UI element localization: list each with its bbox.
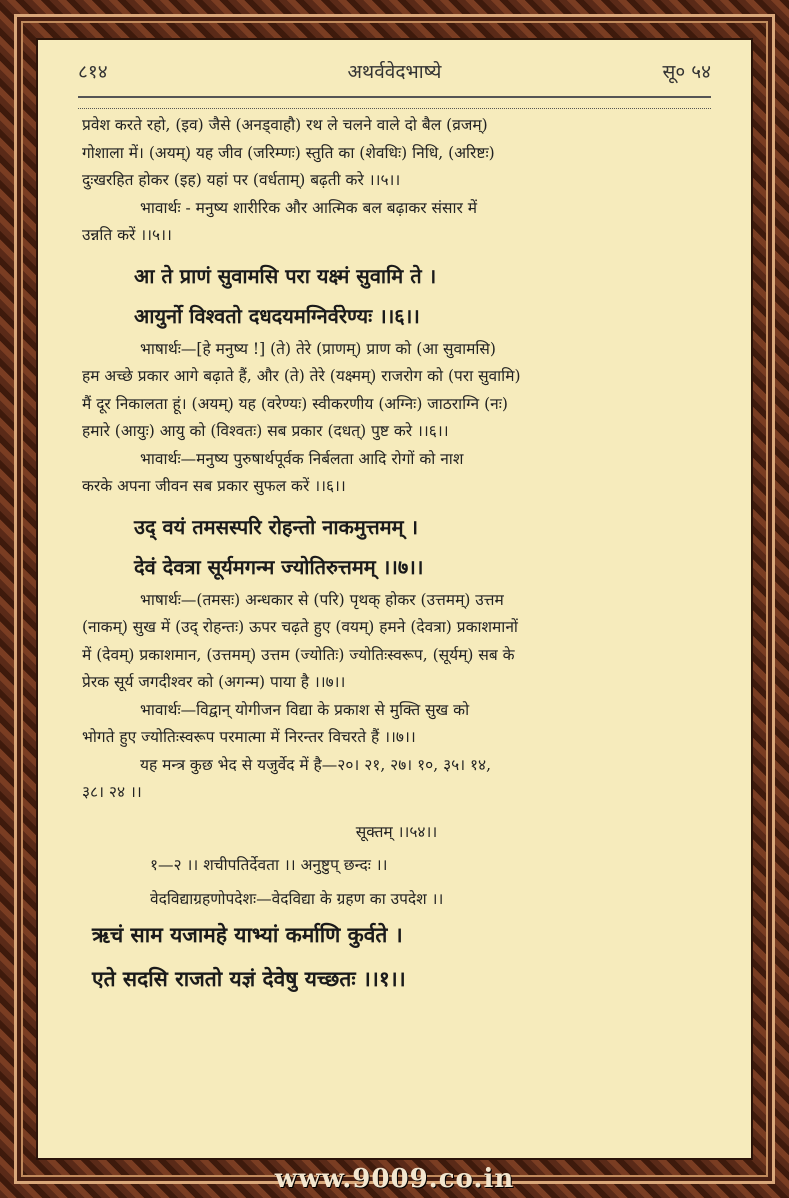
devata-line: १—२ ।। शचीपतिर्देवता ।। अनुष्टुप् छन्दः ।। <box>150 856 388 874</box>
bhashyarth-line: भाषार्थः—[हे मनुष्य !] (ते) तेरे (प्राणम्) प्राण को (आ सुवामसि) <box>140 339 496 358</box>
text-line: प्रेरक सूर्य जगदीश्वर को (अगन्म) पाया है ।।७।। <box>82 673 346 691</box>
bhavarth-line: भावार्थः—विद्वान् योगीजन विद्या के प्रकाश से मुक्ति सुख को <box>140 700 470 719</box>
text-line: भोगते हुए ज्योतिःस्वरूप परमात्मा में निरन्तर विचरते हैं ।।७।। <box>82 728 416 746</box>
page-header <box>78 58 711 88</box>
sukta-number: सू० ५४ <box>662 61 711 83</box>
text-line: (नाकम्) सुख में (उद् रोहन्तः) ऊपर चढ़ते हुए (वयम्) हमने (देवत्रा) प्रकाशमानों <box>82 618 518 636</box>
text-line: उन्नति करें ।।५।। <box>82 226 172 244</box>
text-line: मैं दूर निकालता हूं। (अयम्) यह (वरेण्यः) स्वीकरणीय (अग्निः) जाठराग्नि (नः) <box>82 394 508 413</box>
book-title: अथर्ववेदभाष्ये <box>347 61 442 83</box>
text-line: करके अपना जीवन सब प्रकार सुफल करें ।।६।। <box>82 477 346 495</box>
mantra-line: एते सदसि राजतो यज्ञं देवेषु यच्छतः ।।१।। <box>92 966 406 991</box>
text-line: हमारे (आयुः) आयु को (विश्वतः) सब प्रकार (दधत्) पुष्ट करे ।।६।। <box>82 422 449 440</box>
sukta-heading: सूक्तम् ।।५४।। <box>355 822 438 841</box>
page-content <box>82 112 711 1001</box>
text-line: दुःखरहित होकर (इह) यहां पर (वर्धताम्) बढ़ती करे ।।५।। <box>82 171 401 189</box>
website-url: www.9009.co.in <box>274 1164 515 1194</box>
website-footer <box>0 1164 789 1194</box>
text-line: गोशाला में। (अयम्) यह जीव (जरिम्णः) स्तुति का (शेवधिः) निधि, (अरिष्टः) <box>82 143 495 162</box>
text-line: प्रवेश करते रहो, (इव) जैसे (अनड्वाहौ) रथ ले चलने वाले दो बैल (व्रजम्) <box>82 116 488 134</box>
page-number: ८१४ <box>78 61 108 83</box>
mantra-line: आयुर्नो विश्वतो दधदयमग्निर्वरेण्यः ।।६।। <box>134 303 420 328</box>
text-line: में (देवम्) प्रकाशमान, (उत्तमम्) उत्तम (ज्योतिः) ज्योतिःस्वरूप, (सूर्यम्) सब के <box>82 645 515 664</box>
mantra-line: उद् वयं तमसस्परि रोहन्तो नाकमुत्तमम् । <box>134 514 419 539</box>
bhavarth-line: भावार्थः - मनुष्य शारीरिक और आत्मिक बल बढ़ाकर संसार में <box>140 198 478 217</box>
reference-line: ३८। २४ ।। <box>82 783 142 801</box>
mantra-line: ऋचं साम यजामहे याभ्यां कर्माणि कुर्वते । <box>92 922 403 947</box>
mantra-line: देवं देवत्रा सूर्यमगन्म ज्योतिरुत्तमम् ।।७।। <box>134 554 424 579</box>
header-divider <box>78 96 711 109</box>
book-page <box>36 38 753 1160</box>
mantra-line: आ ते प्राणं सुवामसि परा यक्ष्मं सुवामि ते । <box>134 263 437 288</box>
topic-line: वेदविद्याग्रहणोपदेशः—वेदविद्या के ग्रहण का उपदेश ।। <box>150 889 444 908</box>
bhashyarth-line: भाषार्थः—(तमसः) अन्धकार से (परि) पृथक् होकर (उत्तमम्) उत्तम <box>140 590 504 609</box>
text-line: हम अच्छे प्रकार आगे बढ़ाते हैं, और (ते) तेरे (यक्ष्मम्) राजरोग को (परा सुवामि) <box>82 367 521 385</box>
reference-line: यह मन्त्र कुछ भेद से यजुर्वेद में है—२०। २१, २७। १०, ३५। १४, <box>140 755 492 774</box>
bhavarth-line: भावार्थः—मनुष्य पुरुषार्थपूर्वक निर्बलता आदि रोगों को नाश <box>140 449 464 468</box>
